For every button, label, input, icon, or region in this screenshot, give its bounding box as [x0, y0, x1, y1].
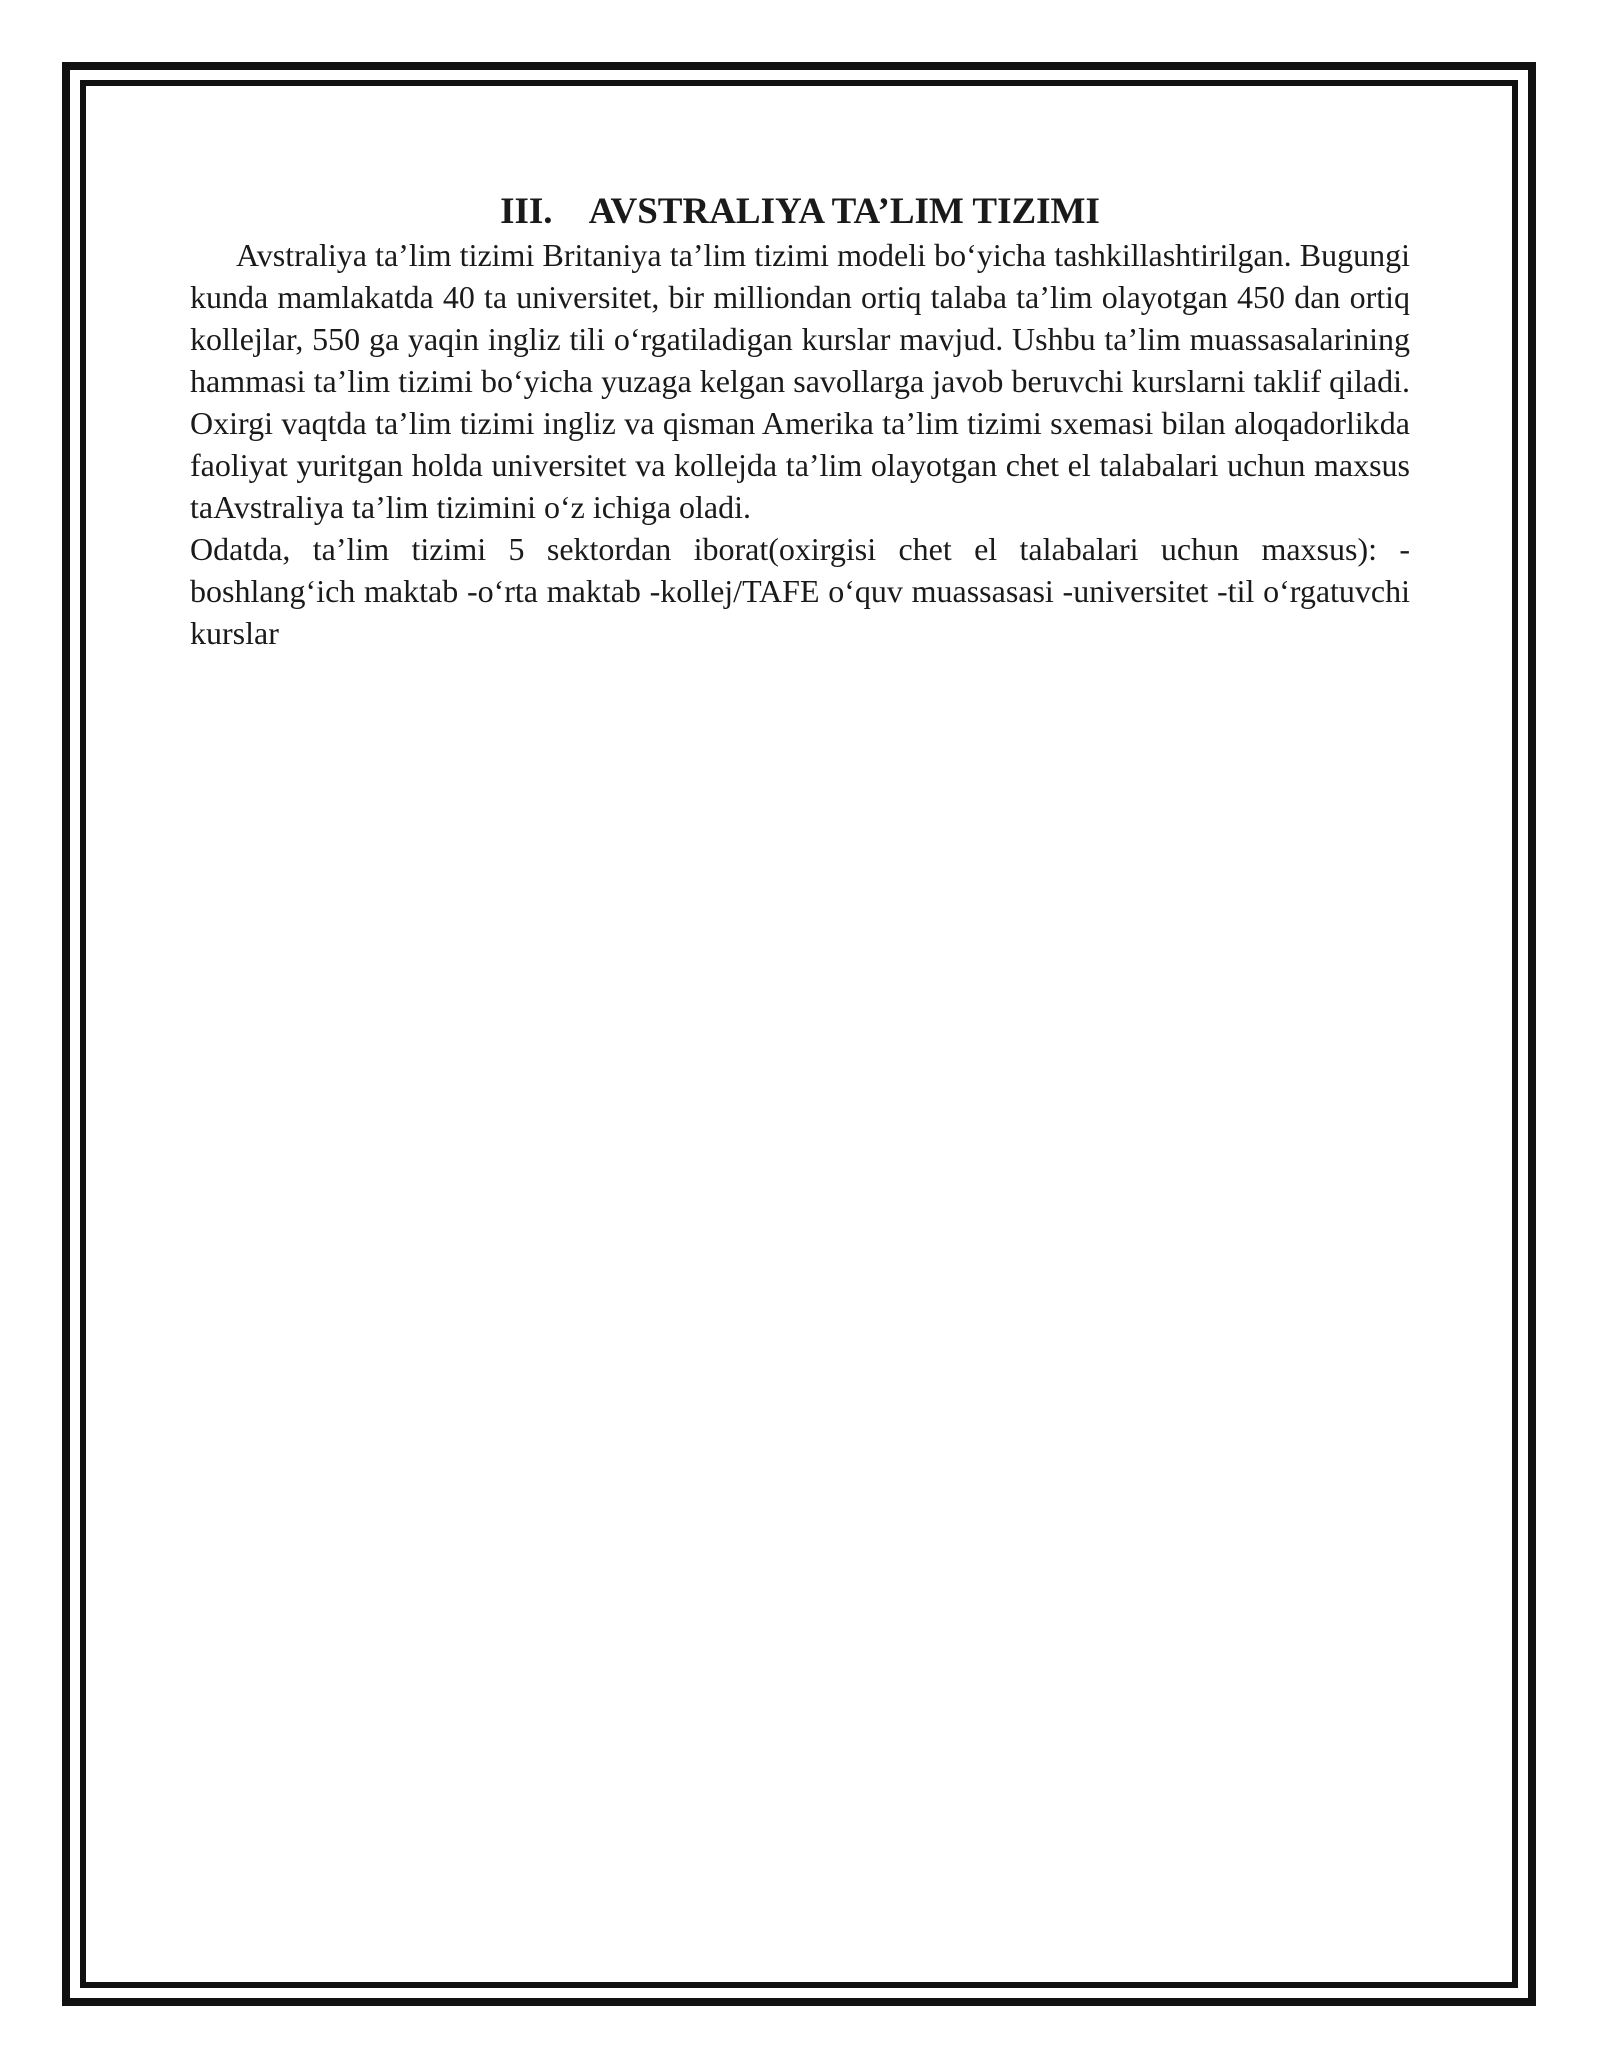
section-number: III. — [500, 191, 553, 232]
body-paragraph-sectors: Odatda, ta’lim tizimi 5 sektordan iborat(oxirgisi chet el talabalari uchun maxsus): -boshlang‘ich maktab -o‘rta maktab -kollej/TAFE o‘quv muassasasi -universitet -til o‘rgatuvchi kurslar — [190, 531, 1410, 651]
section-title: AVSTRALIYA TA’LIM TIZIMI — [588, 191, 1100, 232]
section-heading — [190, 190, 1410, 234]
page-content — [190, 190, 1410, 654]
body-paragraph-intro: Avstraliya ta’lim tizimi Britaniya ta’lim tizimi modeli bo‘yicha tashkillashtirilgan. Bugungi kunda mamlakatda 40 ta universitet, bir milliondan ortiq talaba ta’lim olayotgan 450 dan ortiq kollejlar, 550 ga yaqin ingliz tili o‘rgatiladigan kurslar mavjud. Ushbu ta’lim muassasalarining hammasi ta’lim tizimi bo‘yicha yuzaga kelgan savollarga javob beruvchi kurslarni taklif qiladi. Oxirgi vaqtda ta’lim tizimi ingliz va qisman Amerika ta’lim tizimi sxemasi bilan aloqadorlikda faoliyat yuritgan holda universitet va kollejda ta’lim olayotgan chet el talabalari uchun maxsus taAvstraliya ta’lim tizimini o‘z ichiga oladi. — [190, 237, 1410, 525]
